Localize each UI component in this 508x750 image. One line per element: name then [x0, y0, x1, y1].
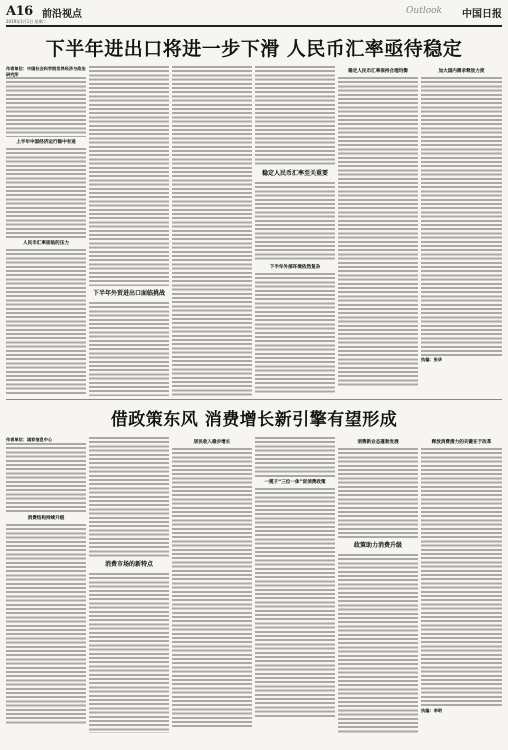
section-subhead: 消费新业态蓬勃发展 [357, 440, 399, 445]
outlook-label: Outlook [406, 6, 442, 16]
section-title: 政策助力消费升级 [353, 542, 402, 549]
section-subhead: 消费结构持续升级 [27, 515, 65, 521]
article-text [421, 77, 502, 357]
section-divider [6, 399, 502, 400]
article-text [172, 448, 252, 728]
section-subhead: 下半年外部环境依然复杂 [269, 265, 321, 270]
article-editor: 执编：李明 [421, 708, 442, 713]
article-text [6, 443, 86, 513]
article-column [421, 66, 502, 396]
article-column [255, 66, 335, 396]
publication-date: 2019年1月1日 星期二 [6, 19, 47, 24]
article-column [172, 66, 252, 396]
section-subhead: 居民收入稳步增长 [193, 440, 231, 445]
section-subhead: 释放消费潜力的关键在于改革 [431, 440, 492, 445]
section-subhead: 人民币汇率面临的压力 [23, 241, 69, 246]
section-title: 消费市场的新特点 [104, 561, 153, 568]
article-text [255, 182, 335, 262]
article-text [421, 448, 502, 708]
page-header [6, 4, 502, 24]
section-title: 下半年外贸进出口面临挑战 [92, 290, 165, 297]
article-text [172, 66, 252, 396]
article-byline: 作者单位：国家信息中心 [6, 437, 53, 442]
article-column [172, 437, 252, 745]
article-column [255, 437, 335, 745]
section-subhead: 稳定人民币汇率保持合理均衡 [348, 69, 408, 74]
article-text [89, 66, 169, 286]
article-text [338, 448, 418, 538]
section-subhead: 上半年中国经济运行稳中有进 [16, 140, 76, 145]
article-text [255, 66, 335, 166]
article-text [6, 148, 86, 238]
article-column [89, 437, 169, 745]
article-text [6, 77, 86, 137]
section-subhead: 一揽子“三位一体”促消费政策 [264, 480, 326, 485]
page-number: A16 [6, 4, 33, 19]
article-text [338, 77, 418, 387]
article-text [89, 437, 169, 557]
section-title: 前沿视点 [42, 9, 82, 20]
article-byline: 作者单位：中国社会科学院世界经济与政治研究所 [6, 66, 86, 77]
article-column [421, 437, 502, 745]
article-text [338, 554, 418, 734]
header-rule [6, 25, 502, 27]
bottom-story-body [6, 437, 502, 745]
section-subhead: 加大国内需求释放力度 [438, 69, 485, 74]
article-editor: 执编：张华 [421, 357, 442, 362]
article-text [255, 488, 335, 718]
article-text [89, 302, 169, 396]
article-text [89, 573, 169, 733]
section-title: 稳定人民币汇率至关重要 [261, 170, 328, 177]
article-column [6, 437, 86, 745]
article-column [338, 66, 418, 396]
top-story-body [6, 66, 502, 396]
article-text [6, 249, 86, 396]
article-column [89, 66, 169, 396]
article-text [255, 273, 335, 393]
article-text [6, 524, 86, 724]
article-column [6, 66, 86, 396]
article-column [338, 437, 418, 745]
bottom-headline: 借政策东风 消费增长新引擎有望形成 [110, 410, 398, 430]
top-headline: 下半年进出口将进一步下滑 人民币汇率亟待稳定 [45, 38, 463, 60]
newspaper-masthead: 中国日报 [462, 9, 502, 20]
article-text [255, 437, 335, 477]
